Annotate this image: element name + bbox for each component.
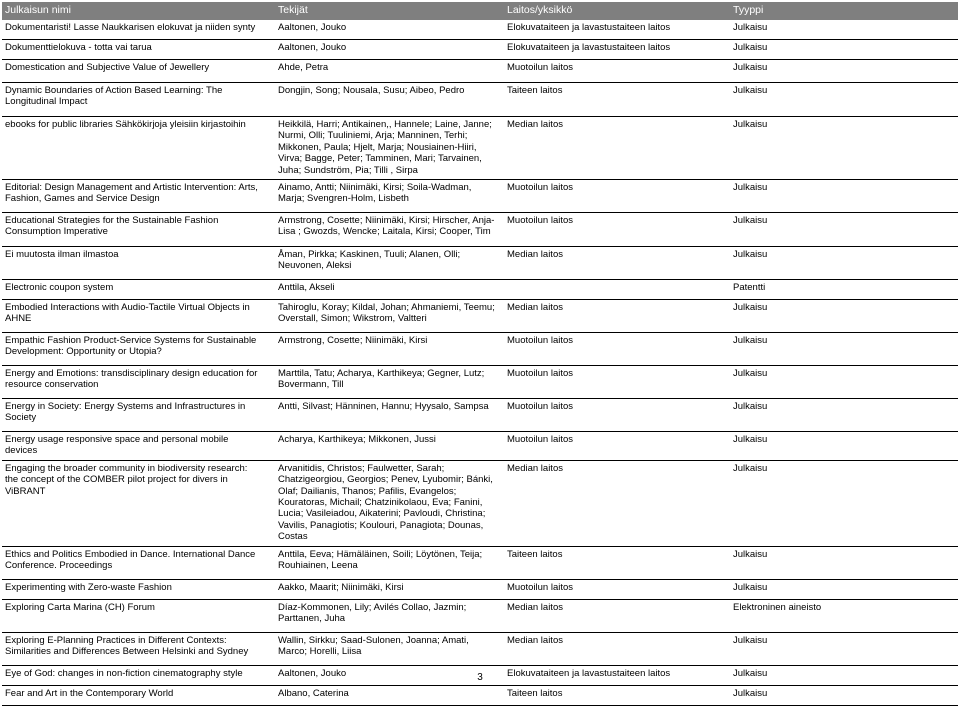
table-row	[2, 460, 958, 546]
cell-title: Experimenting with Zero-waste Fashion	[2, 579, 275, 599]
cell-unit: Median laitos	[504, 300, 730, 333]
cell-title: Ethics and Politics Embodied in Dance. International Dance Conference. Proceedings	[2, 546, 275, 579]
cell-title: ebooks for public libraries Sähkökirjoja yleisiin kirjastoihin	[2, 117, 275, 180]
cell-unit: Taiteen laitos	[504, 546, 730, 579]
publications-table	[2, 2, 958, 706]
cell-title: Electronic coupon system	[2, 280, 275, 300]
cell-type: Julkaisu	[730, 685, 958, 705]
cell-type: Julkaisu	[730, 247, 958, 280]
cell-type: Julkaisu	[730, 432, 958, 461]
cell-type: Julkaisu	[730, 180, 958, 213]
cell-unit: Elokuvataiteen ja lavastustaiteen laitos	[504, 665, 730, 685]
cell-title: Dokumentaristi! Lasse Naukkarisen elokuvat ja niiden synty	[2, 20, 275, 40]
table-row	[2, 579, 958, 599]
cell-title: Exploring E-Planning Practices in Different Contexts: Similarities and Differences Between Helsinki and Sydney	[2, 632, 275, 665]
table-row	[2, 300, 958, 333]
cell-unit: Taiteen laitos	[504, 685, 730, 705]
cell-authors: Díaz-Kommonen, Lily; Avilés Collao, Jazmin; Parttanen, Juha	[275, 599, 504, 632]
table-row	[2, 20, 958, 40]
cell-authors: Aaltonen, Jouko	[275, 665, 504, 685]
cell-type: Julkaisu	[730, 546, 958, 579]
cell-unit: Muotoilun laitos	[504, 180, 730, 213]
cell-unit: Median laitos	[504, 599, 730, 632]
table-row	[2, 333, 958, 366]
cell-unit: Elokuvataiteen ja lavastustaiteen laitos	[504, 40, 730, 60]
cell-title: Editorial: Design Management and Artistic Intervention: Arts, Fashion, Games and Service Design	[2, 180, 275, 213]
cell-title: Ei muutosta ilman ilmastoa	[2, 247, 275, 280]
table-row	[2, 632, 958, 665]
cell-authors: Ainamo, Antti; Niinimäki, Kirsi; Soila-Wadman, Marja; Svengren-Holm, Lisbeth	[275, 180, 504, 213]
cell-type: Julkaisu	[730, 300, 958, 333]
cell-authors: Anttila, Akseli	[275, 280, 504, 300]
cell-authors: Dongjin, Song; Nousala, Susu; Aibeo, Pedro	[275, 83, 504, 117]
column-header-title: Julkaisun nimi	[2, 2, 275, 20]
table-row	[2, 247, 958, 280]
table-row	[2, 546, 958, 579]
cell-unit: Muotoilun laitos	[504, 579, 730, 599]
table-row	[2, 366, 958, 399]
cell-type: Patentti	[730, 280, 958, 300]
cell-title: Fear and Art in the Contemporary World	[2, 685, 275, 705]
cell-title: Embodied Interactions with Audio-Tactile Virtual Objects in AHNE	[2, 300, 275, 333]
cell-authors: Tahiroglu, Koray; Kildal, Johan; Ahmaniemi, Teemu; Overstall, Simon; Wikstrom, Valtteri	[275, 300, 504, 333]
cell-unit: Muotoilun laitos	[504, 60, 730, 83]
cell-type: Julkaisu	[730, 333, 958, 366]
cell-unit: Median laitos	[504, 632, 730, 665]
cell-authors: Armstrong, Cosette; Niinimäki, Kirsi; Hirscher, Anja-Lisa ; Gwozds, Wencke; Laitala, Kirsi; Cooper, Tim	[275, 213, 504, 247]
cell-unit: Muotoilun laitos	[504, 432, 730, 461]
cell-type: Elektroninen aineisto	[730, 599, 958, 632]
table-row	[2, 60, 958, 83]
table-row	[2, 40, 958, 60]
cell-unit: Muotoilun laitos	[504, 213, 730, 247]
cell-authors: Heikkilä, Harri; Antikainen,, Hannele; Laine, Janne; Nurmi, Olli; Tuuliniemi, Arja; Manninen, Terhi; Mikkonen, Paula; Hjelt, Marja; Nousiainen-Hiiri, Virva; Bagge, Peter; Tamminen, Mari; Tarvainen, Juha; Sundström, Pia; Tilli , Sirpa	[275, 117, 504, 180]
cell-unit: Median laitos	[504, 117, 730, 180]
column-header-type: Tyyppi	[730, 2, 958, 20]
cell-authors: Aaltonen, Jouko	[275, 20, 504, 40]
cell-type: Julkaisu	[730, 20, 958, 40]
page-number: 3	[477, 672, 483, 683]
cell-unit: Median laitos	[504, 460, 730, 546]
cell-authors: Aakko, Maarit; Niinimäki, Kirsi	[275, 579, 504, 599]
table-header-row	[2, 2, 958, 20]
cell-type: Julkaisu	[730, 460, 958, 546]
cell-title: Domestication and Subjective Value of Jewellery	[2, 60, 275, 83]
cell-type: Julkaisu	[730, 40, 958, 60]
cell-title: Energy in Society: Energy Systems and Infrastructures in Society	[2, 399, 275, 432]
column-header-authors: Tekijät	[275, 2, 504, 20]
cell-type: Julkaisu	[730, 632, 958, 665]
cell-authors: Albano, Caterina	[275, 685, 504, 705]
cell-title: Educational Strategies for the Sustainable Fashion Consumption Imperative	[2, 213, 275, 247]
cell-authors: Aaltonen, Jouko	[275, 40, 504, 60]
cell-authors: Anttila, Eeva; Hämäläinen, Soili; Löytönen, Teija; Rouhiainen, Leena	[275, 546, 504, 579]
cell-authors: Arvanitidis, Christos; Faulwetter, Sarah; Chatzigeorgiou, Georgios; Penev, Lyubomir; Bánki, Olaf; Dailianis, Thanos; Pafilis, Evangelos; Kouratoras, Michail; Chatzinikolaou, Eva; Fanini, Lucia; Vasileiadou, Aikaterini; Pavloudi, Christina; Vavilis, Panagiotis; Koulouri, Panagiota; Dounas, Costas	[275, 460, 504, 546]
cell-authors: Wallin, Sirkku; Saad-Sulonen, Joanna; Amati, Marco; Horelli, Liisa	[275, 632, 504, 665]
table-row	[2, 213, 958, 247]
table-row	[2, 685, 958, 705]
cell-type: Julkaisu	[730, 579, 958, 599]
cell-unit: Median laitos	[504, 247, 730, 280]
cell-unit: Muotoilun laitos	[504, 399, 730, 432]
cell-title: Eye of God: changes in non-fiction cinematography style	[2, 665, 275, 685]
cell-unit: Elokuvataiteen ja lavastustaiteen laitos	[504, 20, 730, 40]
cell-unit: Muotoilun laitos	[504, 366, 730, 399]
cell-unit: Muotoilun laitos	[504, 333, 730, 366]
cell-type: Julkaisu	[730, 117, 958, 180]
table-row	[2, 599, 958, 632]
cell-title: Energy usage responsive space and personal mobile devices	[2, 432, 275, 461]
cell-unit	[504, 280, 730, 300]
cell-type: Julkaisu	[730, 665, 958, 685]
column-header-unit: Laitos/yksikkö	[504, 2, 730, 20]
cell-type: Julkaisu	[730, 60, 958, 83]
cell-type: Julkaisu	[730, 366, 958, 399]
table-body	[2, 20, 958, 705]
cell-type: Julkaisu	[730, 83, 958, 117]
cell-title: Empathic Fashion Product-Service Systems for Sustainable Development: Opportunity or Utopia?	[2, 333, 275, 366]
cell-title: Dynamic Boundaries of Action Based Learning: The Longitudinal Impact	[2, 83, 275, 117]
cell-authors: Acharya, Karthikeya; Mikkonen, Jussi	[275, 432, 504, 461]
cell-type: Julkaisu	[730, 399, 958, 432]
cell-title: Dokumenttielokuva - totta vai tarua	[2, 40, 275, 60]
cell-title: Energy and Emotions: transdisciplinary design education for resource conservation	[2, 366, 275, 399]
cell-authors: Marttila, Tatu; Acharya, Karthikeya; Gegner, Lutz; Bovermann, Till	[275, 366, 504, 399]
table-row	[2, 180, 958, 213]
table-row	[2, 117, 958, 180]
cell-unit: Taiteen laitos	[504, 83, 730, 117]
table-row	[2, 280, 958, 300]
table-row	[2, 83, 958, 117]
cell-authors: Ahde, Petra	[275, 60, 504, 83]
cell-type: Julkaisu	[730, 213, 958, 247]
cell-title: Exploring Carta Marina (CH) Forum	[2, 599, 275, 632]
cell-authors: Antti, Silvast; Hänninen, Hannu; Hyysalo, Sampsa	[275, 399, 504, 432]
table-row	[2, 399, 958, 432]
cell-title: Engaging the broader community in biodiversity research: the concept of the COMBER pilot project for divers in ViBRANT	[2, 460, 275, 546]
cell-authors: Armstrong, Cosette; Niinimäki, Kirsi	[275, 333, 504, 366]
table-row	[2, 432, 958, 461]
cell-authors: Åman, Pirkka; Kaskinen, Tuuli; Alanen, Olli; Neuvonen, Aleksi	[275, 247, 504, 280]
